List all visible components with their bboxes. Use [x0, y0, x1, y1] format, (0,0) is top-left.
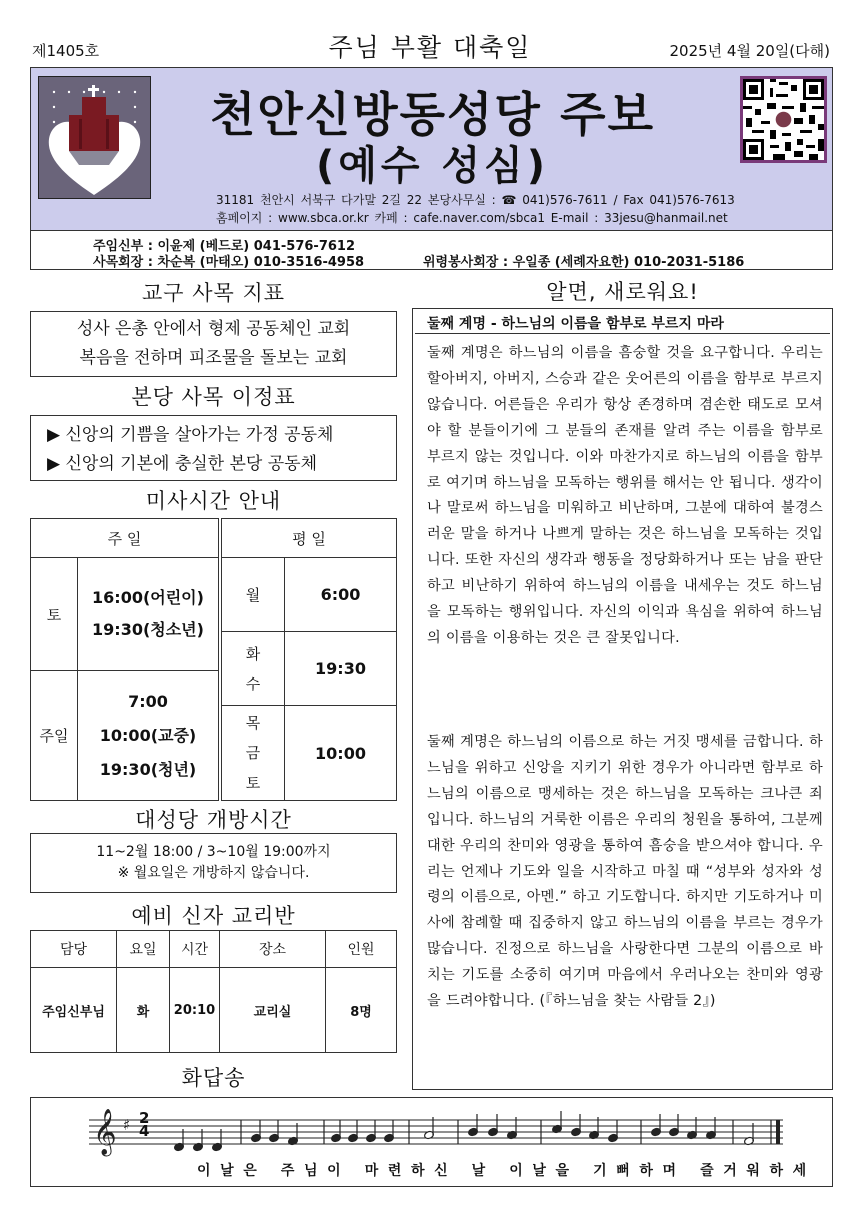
mass-schedule-table — [30, 518, 397, 801]
mass-sat2-label: 토 — [245, 774, 261, 792]
hours-line: 11~2월 18:00 / 3~10월 19:00까지 — [96, 844, 331, 860]
psalm-lyrics: 이날은 주님이 마련하신 날 이날을 기뻐하며 즐거워하세 — [197, 1163, 816, 1179]
cat-cell: 20:10 — [169, 967, 220, 1053]
web-line: 홈페이지 : www.sbca.or.kr 카페 : cafe.naver.com/sbca1 E-mail : 33jesu@hanmail.net — [216, 211, 728, 225]
qr-code-icon — [743, 79, 824, 160]
time-signature — [139, 1109, 150, 1140]
issue-number: 제1405호 — [32, 42, 100, 60]
pastoral-item: ▶ 신앙의 기본에 충실한 본당 공동체 — [47, 454, 318, 474]
article-title: 알면, 새로워요! — [546, 280, 699, 304]
cat-header: 담당 — [30, 930, 117, 968]
time-sig-top: 2 — [139, 1109, 150, 1127]
feast-title: 주님 부활 대축일 — [328, 33, 532, 62]
mass-tue-label: 화 — [245, 644, 261, 663]
article-paragraph: 둘째 계명은 하느님의 이름을 흠숭할 것을 요구합니다. 우리는 할아버지, 아버지, 스승과 같은 웃어른의 이름을 함부로 부르지 않습니다. 어른들은 우리가 항상 존경하며 겸손한 태도로 모셔야 할 분들이기에 그 분들의 존재를 알려 주는 이름을 함부로 부르지 않는 것입니다. 이와 마찬가지로 하느님의 이름을 함부로 여기며 하느님을 모독하는 행위를 해서는 안 됩니다. 생각이나 말로써 하느님을 미워하고 비난하며, 그분에 대하여 불경스러운 말을 하거나 나쁘게 말하는 것은 하느님을 모독하는 것입니다. 또한 자신의 생각과 행동을 정당화하거나 또는 남을 판단하고 비난하기 위하여 하느님의 이름을 내세우는 것도 하느님을 모독하는 행위입니다. 자신의 이익과 욕심을 위하여 하느님의 이름을 이용하는 것은 큰 잘못입니다. — [427, 345, 823, 646]
pastoral-box — [30, 415, 397, 481]
bulletin-title: 천안신방동성당 주보 — [210, 88, 655, 143]
mass-sun-times — [77, 670, 219, 801]
mass-fri-label: 금 — [245, 744, 261, 762]
mass-sun-label: 주일 — [30, 670, 78, 801]
mass-header-sunday: 주 일 — [30, 518, 219, 558]
psalm-score — [30, 1097, 833, 1187]
mass-title: 미사시간 안내 — [145, 489, 282, 513]
hours-title: 대성당 개방시간 — [135, 808, 292, 832]
contact-funeral: 위령봉사회장 : 우일종 (세례자요한) 010-2031-5186 — [423, 255, 745, 270]
mass-tuewed-time: 19:30 — [284, 631, 397, 706]
contact-pastor: 주임신부 : 이윤제 (베드로) 041-576-7612 — [93, 239, 356, 254]
masthead — [30, 67, 833, 231]
issue-date: 2025년 4월 20일(다해) — [669, 42, 830, 60]
vision-title: 교구 사목 지표 — [141, 281, 286, 305]
mass-sat-label: 토 — [30, 557, 78, 671]
mass-thufri-time: 10:00 — [284, 705, 397, 801]
cat-header: 시간 — [169, 930, 220, 968]
catechism-title: 예비 신자 교리반 — [131, 904, 296, 928]
mass-mon-time: 6:00 — [284, 557, 397, 632]
article-heading: 둘째 계명 - 하느님의 이름을 함부로 부르지 마라 — [427, 316, 724, 332]
vision-box — [30, 311, 397, 377]
mass-mon-label: 월 — [221, 557, 285, 632]
vision-line: 성사 은총 안에서 형제 공동체인 교회 — [76, 319, 351, 339]
mass-thu-label: 목 — [245, 714, 261, 732]
cat-header: 요일 — [116, 930, 170, 968]
hours-box — [30, 833, 397, 893]
cat-cell: 교리실 — [219, 967, 326, 1053]
cat-header: 인원 — [325, 930, 397, 968]
qr-code[interactable] — [740, 76, 827, 163]
heading-divider — [415, 333, 830, 334]
mass-sun-time: 7:00 — [128, 691, 168, 711]
article-box — [412, 308, 833, 1090]
cat-cell: 화 — [116, 967, 170, 1053]
mass-sun-time: 19:30(청년) — [99, 759, 197, 779]
mass-sun-time: 10:00(교중) — [99, 725, 197, 745]
pastoral-item: ▶ 신앙의 기쁨을 살아가는 가정 공동체 — [47, 425, 334, 445]
mass-header-weekday: 평 일 — [221, 518, 397, 558]
mass-tuewed-labels — [221, 631, 285, 706]
pastoral-title: 본당 사목 이정표 — [131, 385, 296, 409]
address-line: 31181 천안시 서북구 다가말 2길 22 본당사무실 : ☎ 041)576-7611 / Fax 041)576-7613 — [216, 193, 735, 207]
cat-cell: 8명 — [325, 967, 397, 1053]
treble-clef-icon: 𝄞 — [93, 1109, 117, 1155]
sharp-icon: ♯ — [123, 1116, 131, 1134]
cat-header: 장소 — [219, 930, 326, 968]
mass-sat-time: 19:30(청소년) — [92, 620, 204, 639]
time-sig-bottom: 4 — [139, 1122, 150, 1140]
catechism-table — [30, 930, 397, 1053]
vision-line: 복음을 전하며 피조물을 돌보는 교회 — [79, 348, 348, 368]
psalm-title: 화답송 — [181, 1066, 246, 1090]
score-notes — [31, 1098, 832, 1158]
contact-council: 사목회장 : 차순복 (마태오) 010-3516-4958 — [93, 255, 365, 270]
mass-thufri-labels — [221, 705, 285, 801]
mass-sat-times — [77, 557, 219, 671]
parish-subtitle: (예수 성심) — [315, 143, 550, 189]
cat-cell: 주임신부님 — [30, 967, 117, 1053]
hours-line: ※ 월요일은 개방하지 않습니다. — [117, 865, 310, 881]
mass-wed-label: 수 — [245, 674, 261, 693]
article-paragraph: 둘째 계명은 하느님의 이름으로 하는 거짓 맹세를 금합니다. 하느님을 위하고 신앙을 지키기 위한 경우가 아니라면 함부로 하느님의 이름으로 맹세하는 것은 하느님을 모독하는 크나큰 죄입니다. 하느님의 거룩한 이름은 우리의 청원을 통하여, 그분께 대한 우리의 찬미와 영광을 통하여 흠숭을 받으셔야 합니다. 우리는 언제나 기도와 일을 시작하고 마칠 때 “성부와 성자와 성령의 이름으로, 아멘.” 하고 기도합니다. 하지만 기도하거나 미사에 참례할 때 집중하지 않고 하느님의 이름을 부르는 경우가 많습니다. 진정으로 하느님을 사랑한다면 그분의 이름으로 바치는 기도를 소중히 여기며 마음에서 우러나오는 찬미와 영광을 드려야합니다. (『하느님을 찾는 사람들 2』) — [427, 734, 823, 1010]
mass-sat-time: 16:00(어린이) — [92, 588, 204, 607]
contacts-box — [30, 230, 833, 270]
